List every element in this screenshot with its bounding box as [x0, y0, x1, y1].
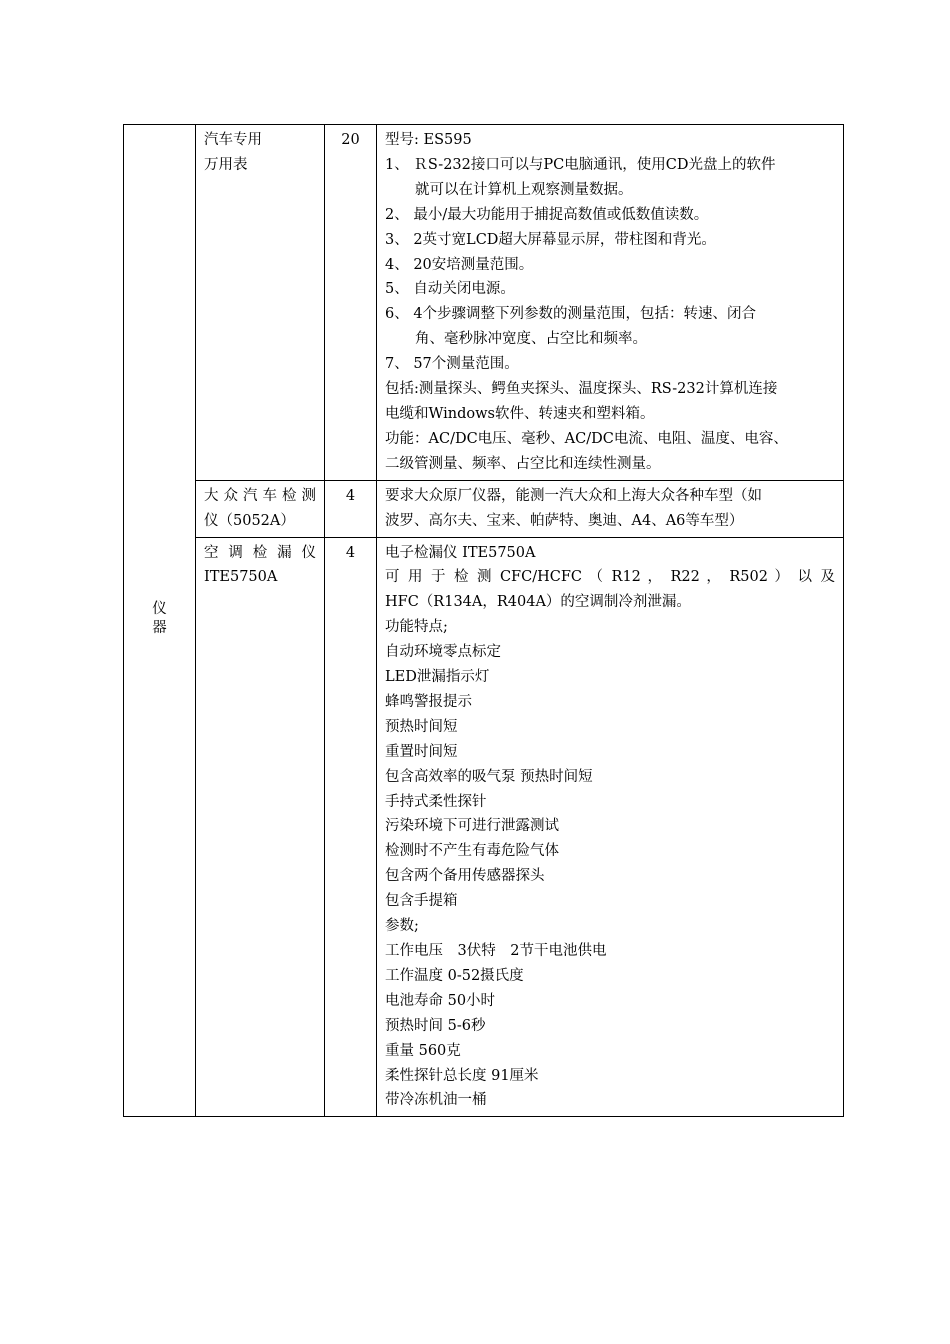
description-line: 手持式柔性探针 [385, 793, 487, 810]
description-line: 可 用 于 检 测 CFC/HCFC （ R12 ， R22 ， R502 ） 以 及 [385, 569, 835, 586]
quantity-cell: 4 [325, 480, 377, 537]
item-name-line: 万用表 [204, 156, 248, 173]
item-name-cell [196, 480, 325, 537]
category-cell [124, 125, 196, 1117]
description-line: 就可以在计算机上观察测量数据。 [415, 181, 633, 198]
description-line: 电子检漏仪 ITE5750A [385, 544, 536, 561]
description-line: 包含高效率的吸气泵 预热时间短 [385, 768, 593, 785]
description-line: 6、 4个步骤调整下列参数的测量范围，包括：转速、闭合 [385, 306, 757, 323]
description-line: 参数; [385, 918, 419, 935]
item-name-cell [196, 537, 325, 1117]
quantity-cell: 20 [325, 125, 377, 481]
description-line: 4、 20安培测量范围。 [385, 256, 534, 273]
description-line: 功能：AC/DC电压、毫秒、AC/DC电流、电阻、温度、电容、 [385, 430, 788, 447]
description-line: 7、 57个测量范围。 [385, 356, 519, 373]
description-line: 蜂鸣警报提示 [385, 693, 472, 710]
description-line: 包含手提箱 [385, 893, 458, 910]
description-line: 工作电压 3伏特 2节干电池供电 [385, 943, 607, 959]
description-line: 电池寿命 50小时 [385, 992, 496, 1009]
table-row [124, 125, 844, 481]
description-line: 1、 ＲS-232接口可以与PC电脑通讯，使用CD光盘上的软件 [385, 156, 776, 173]
equipment-spec-table [123, 124, 844, 1117]
description-line: 波罗、高尔夫、宝来、帕萨特、奥迪、A4、A6等车型） [385, 512, 744, 529]
description-line: 要求大众原厂仪器，能测一汽大众和上海大众各种车型（如 [385, 487, 762, 504]
item-name-line: 仪（5052A） [204, 512, 295, 529]
item-name-line: 空调检漏仪 [204, 544, 316, 561]
description-line: 型号: ES595 [385, 132, 472, 148]
description-line: 2、 最小/最大功能用于捕捉高数值或低数值读数。 [385, 206, 709, 223]
category-label: 仪器 [152, 601, 167, 637]
description-line: 自动环境零点标定 [385, 644, 501, 661]
description-line: 检测时不产生有毒危险气体 [385, 843, 559, 860]
description-line: HFC（R134A，R404A）的空调制冷剂泄漏。 [385, 594, 691, 611]
description-line: 角、毫秒脉冲宽度、占空比和频率。 [415, 331, 647, 348]
description-line: 重置时间短 [385, 743, 458, 760]
description-line: 5、 自动关闭电源。 [385, 281, 515, 298]
description-line: 二级管测量、频率、占空比和连续性测量。 [385, 455, 661, 472]
description-line: 带冷冻机油一桶 [385, 1092, 487, 1109]
description-line: 柔性探针总长度 91厘米 [385, 1067, 539, 1084]
item-name-line: 大众汽车检测 [204, 487, 316, 504]
description-line: 污染环境下可进行泄露测试 [385, 818, 559, 835]
item-name-cell [196, 125, 325, 481]
description-line: 电缆和Windows软件、转速夹和塑料箱。 [385, 405, 655, 422]
item-name-line: ITE5750A [204, 569, 278, 586]
description-line: 包括:测量探头、鳄鱼夹探头、温度探头、RS-232计算机连接 [385, 381, 778, 398]
description-line: 功能特点; [385, 619, 448, 636]
description-line: 3、 2英寸宽LCD超大屏幕显示屏，带柱图和背光。 [385, 231, 716, 248]
description-cell [377, 125, 844, 481]
description-cell [377, 537, 844, 1117]
description-line: 工作温度 0-52摄氏度 [385, 967, 524, 984]
item-name-line: 汽车专用 [204, 132, 262, 148]
description-line: 重量 560克 [385, 1042, 461, 1059]
description-cell [377, 480, 844, 537]
description-line: 预热时间短 [385, 718, 458, 735]
table-row [124, 537, 844, 1117]
table-row [124, 480, 844, 537]
description-line: LED泄漏指示灯 [385, 669, 490, 686]
description-line: 预热时间 5-6秒 [385, 1017, 486, 1034]
quantity-cell: 4 [325, 537, 377, 1117]
description-line: 包含两个备用传感器探头 [385, 868, 545, 885]
